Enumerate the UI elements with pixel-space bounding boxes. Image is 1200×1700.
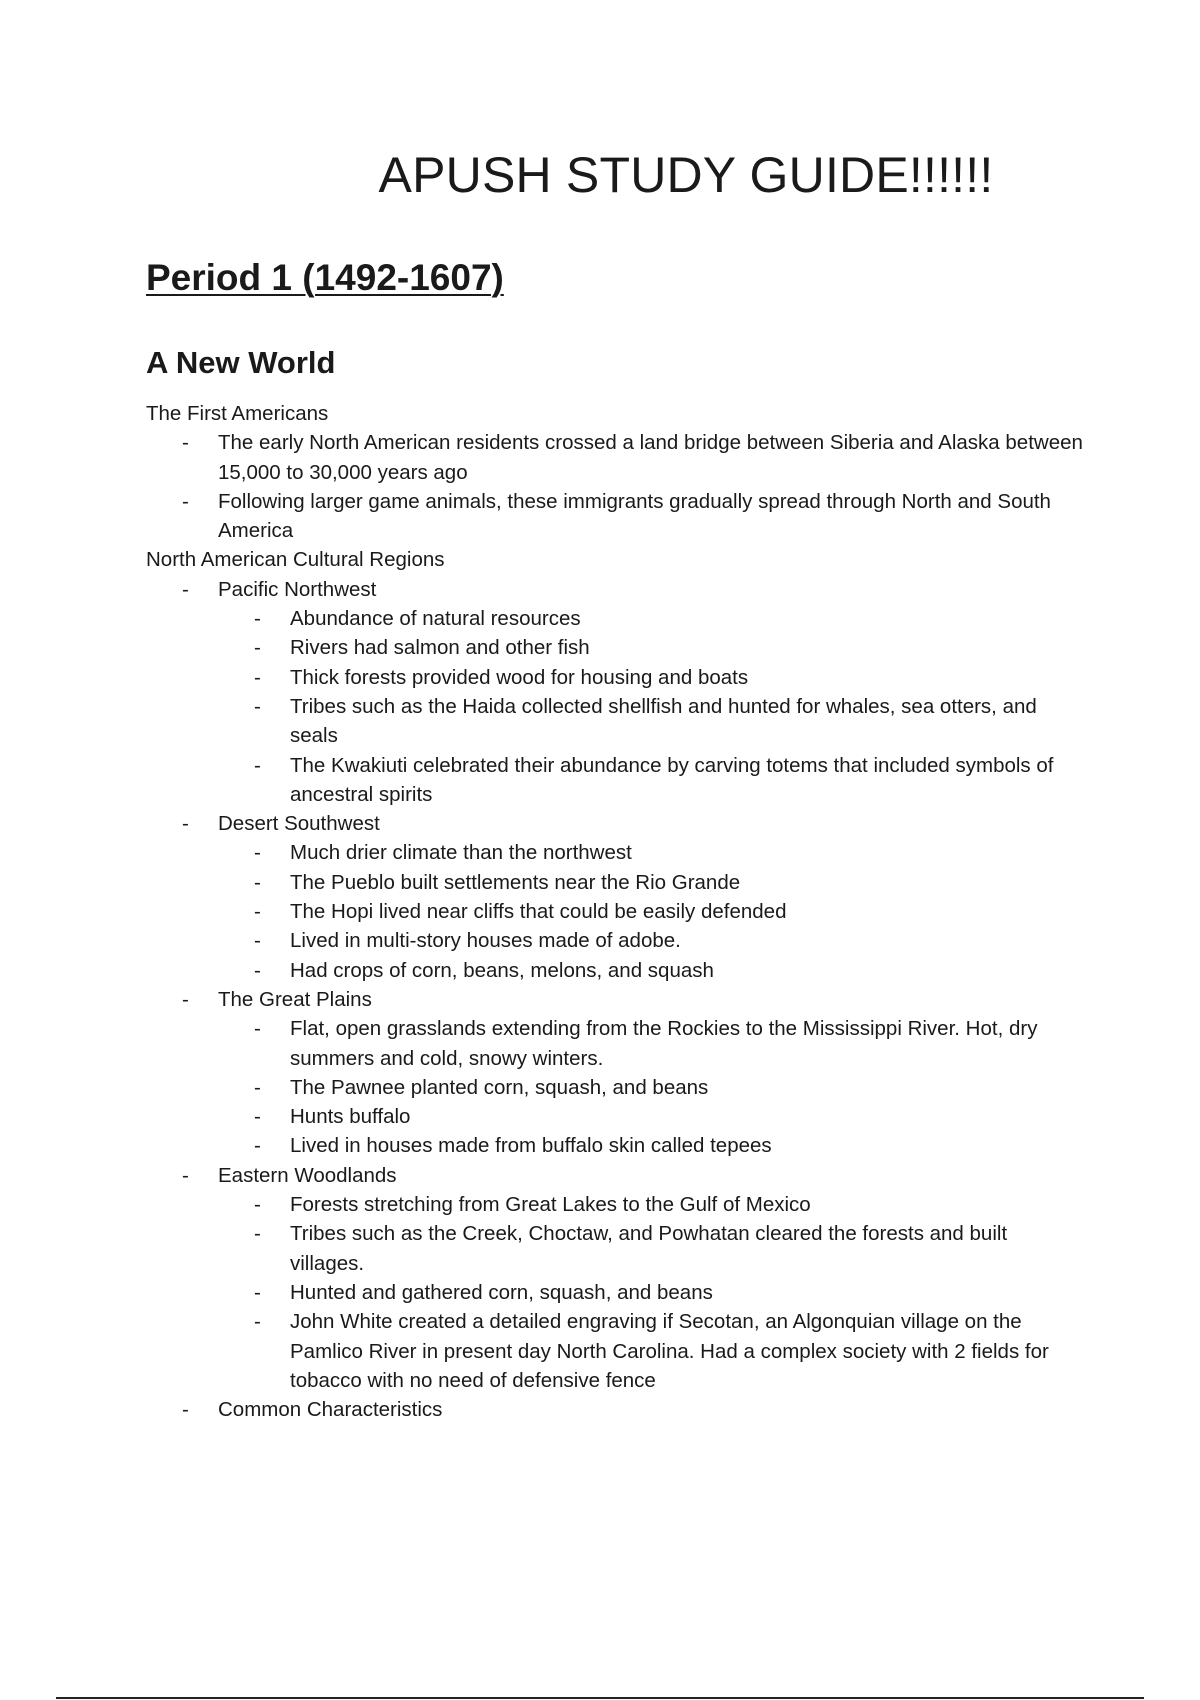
topic-label: North American Cultural Regions [146,548,445,572]
sub-list-item [254,1102,1086,1131]
list-item-text: Common Characteristics [218,1398,443,1422]
list-item-text: John White created a detailed engraving if Secotan, an Algonquian village on the Pamlico River in present day North Carolina. Had a complex society with 2 fields for tobacco with no need of defensive fence [290,1310,1049,1392]
list-item [182,1161,1086,1395]
list-item-text: Had crops of corn, beans, melons, and squash [290,958,714,982]
sub-list-item [254,956,1086,985]
sub-list [218,1014,1086,1160]
bullet-dash: - [182,987,189,1011]
list-item-text: The Pueblo built settlements near the Rio Grande [290,870,741,894]
bullet-dash: - [254,1017,261,1041]
sub-list [218,604,1086,809]
bullet-dash: - [182,577,189,601]
list-item [182,428,1086,487]
bullet-dash: - [182,1398,189,1422]
study-outline [146,399,1086,1424]
list-item-text: Lived in multi-story houses made of adobe. [290,929,681,953]
list-item-text: Pacific Northwest [218,577,377,601]
sub-list-item [254,604,1086,633]
list-item-text: Much drier climate than the northwest [290,841,632,865]
bullet-dash: - [254,900,261,924]
bullet-dash: - [254,1134,261,1158]
sub-list-item [254,1014,1086,1073]
bullet-dash: - [254,1280,261,1304]
list-item-text: The Hopi lived near cliffs that could be easily defended [290,900,787,924]
topic-label: The First Americans [146,402,329,425]
section-heading: A New World [146,345,336,380]
list-item-text: Hunted and gathered corn, squash, and beans [290,1280,713,1304]
bullet-dash: - [182,1163,189,1187]
bullet-dash: - [182,812,189,836]
list-item-text: Forests stretching from Great Lakes to the Gulf of Mexico [290,1193,811,1217]
bullet-dash: - [254,1310,261,1334]
list-item [182,575,1086,809]
sub-list-item [254,1131,1086,1160]
list-item [182,1395,1086,1424]
bullet-dash: - [254,636,261,660]
sub-list-item [254,897,1086,926]
sub-list-item [254,692,1086,751]
bullet-dash: - [182,489,189,513]
list-item-text: Tribes such as the Haida collected shellfish and hunted for whales, sea otters, and seals [290,694,1037,748]
bullet-dash: - [254,841,261,865]
bullet-dash: - [254,929,261,953]
list-item-text: The Great Plains [218,987,372,1011]
list-item-text: Thick forests provided wood for housing and boats [290,665,749,689]
sub-list-item [254,1219,1086,1278]
bullet-dash: - [254,1075,261,1099]
list-item-text: Lived in houses made from buffalo skin called tepees [290,1134,772,1158]
bullet-dash: - [254,958,261,982]
bullet-dash: - [254,694,261,718]
list-item-text: Rivers had salmon and other fish [290,636,590,660]
list-item [182,809,1086,985]
sub-list [218,838,1086,984]
sub-list-item [254,751,1086,810]
sub-list-item [254,1307,1086,1395]
sub-list-item [254,868,1086,897]
bullet-dash: - [254,1193,261,1217]
list-item-text: Following larger game animals, these immigrants gradually spread through North and South America [218,489,1051,543]
list-item-text: The Pawnee planted corn, squash, and beans [290,1075,709,1099]
document-title: APUSH STUDY GUIDE!!!!!! [378,147,994,203]
bullet-dash: - [182,431,189,455]
sub-list-item [254,926,1086,955]
sub-list-item [254,1073,1086,1102]
list-item-text: Flat, open grasslands extending from the Rockies to the Mississippi River. Hot, dry summers and cold, snowy winters. [290,1017,1038,1070]
list-item [182,487,1086,546]
bullet-dash: - [254,1222,261,1246]
topic-list [146,428,1086,545]
bullet-dash: - [254,870,261,894]
sub-list-item [254,1190,1086,1219]
sub-list-item [254,633,1086,662]
bullet-dash: - [254,753,261,777]
list-item-text: Desert Southwest [218,812,380,836]
bullet-dash: - [254,1105,261,1129]
sub-list-item [254,1278,1086,1307]
list-item-text: Tribes such as the Creek, Choctaw, and Powhatan cleared the forests and built villages. [290,1222,1008,1275]
sub-list-item [254,663,1086,692]
bullet-dash: - [254,607,261,631]
list-item-text: Eastern Woodlands [218,1163,397,1187]
period-heading: Period 1 (1492-1607) [146,257,504,298]
bullet-dash: - [254,665,261,689]
list-item [182,985,1086,1161]
list-item-text: Abundance of natural resources [290,607,581,631]
list-item-text: Hunts buffalo [290,1105,411,1129]
topic-list [146,575,1086,1425]
list-item-text: The Kwakiuti celebrated their abundance by carving totems that included symbols of ancestral spirits [290,753,1054,806]
footer-divider [56,1697,1144,1699]
sub-list [218,1190,1086,1395]
list-item-text: The early North American residents crossed a land bridge between Siberia and Alaska between 15,000 to 30,000 years ago [218,431,1083,484]
sub-list-item [254,838,1086,867]
